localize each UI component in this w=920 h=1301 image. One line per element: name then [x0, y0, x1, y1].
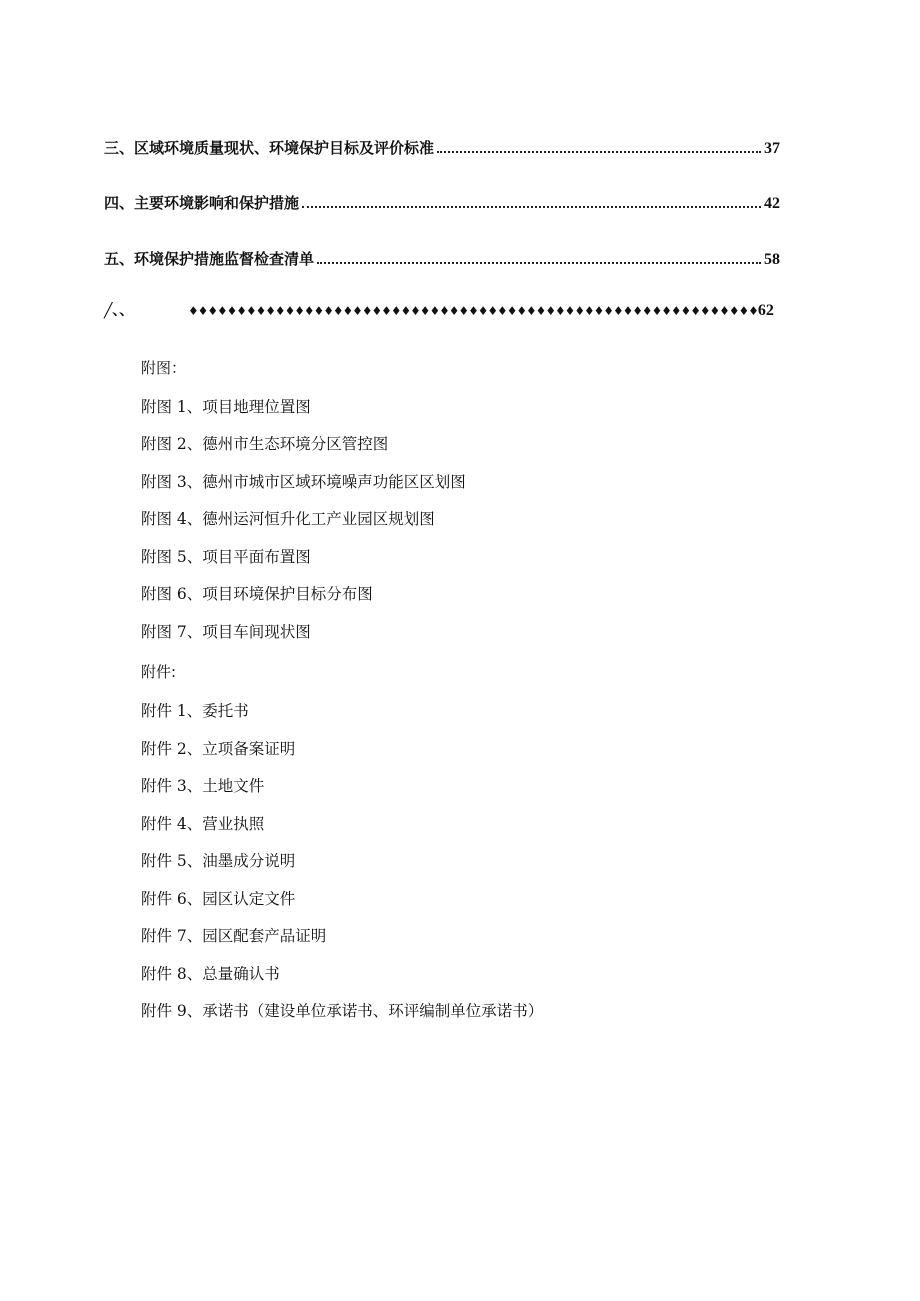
toc-entry[interactable] — [104, 136, 780, 158]
attachment-item: 附件 2、立项备案证明 — [141, 740, 296, 758]
garbled-leader-diamonds: ♦♦♦♦♦♦♦♦♦♦♦♦♦♦♦♦♦♦♦♦♦♦♦♦♦♦♦♦♦♦♦♦♦♦♦♦♦♦♦♦♦♦♦♦♦♦♦♦♦♦♦♦♦♦♦♦♦♦♦ — [188, 304, 758, 318]
toc-leader-dots — [302, 206, 761, 208]
toc-entry-title: 五、环境保护措施监督检查清单 — [104, 250, 315, 268]
toc-entry-page: 58 — [764, 251, 780, 268]
figure-item: 附图 6、项目环境保护目标分布图 — [141, 585, 373, 603]
attachment-item: 附件 6、园区认定文件 — [141, 890, 296, 908]
toc-entry[interactable] — [104, 247, 780, 269]
toc-entry-garbled[interactable] — [104, 300, 774, 322]
attachment-item: 附件 9、承诺书（建设单位承诺书、环评编制单位承诺书） — [141, 1002, 544, 1020]
figure-item: 附图 1、项目地理位置图 — [141, 398, 311, 416]
toc-entry-page: 37 — [764, 140, 780, 157]
toc-entry[interactable] — [104, 191, 780, 213]
garbled-prefix: ╱、、 — [104, 303, 134, 319]
figure-item: 附图 4、德州运河恒升化工产业园区规划图 — [141, 510, 435, 528]
toc-leader-dots — [317, 262, 761, 264]
attachment-item: 附件 1、委托书 — [141, 702, 249, 720]
attachments-heading: 附件: — [141, 663, 177, 681]
toc-leader-dots — [437, 151, 761, 153]
figures-heading: 附图： — [141, 359, 187, 377]
attachment-item: 附件 5、油墨成分说明 — [141, 852, 296, 870]
attachment-item: 附件 3、土地文件 — [141, 777, 265, 795]
attachment-item: 附件 7、园区配套产品证明 — [141, 927, 327, 945]
toc-entry-page: 62 — [757, 302, 774, 319]
figure-item: 附图 5、项目平面布置图 — [141, 548, 311, 566]
figure-item: 附图 7、项目车间现状图 — [141, 623, 311, 641]
attachment-item: 附件 8、总量确认书 — [141, 965, 280, 983]
toc-entry-title: 四、主要环境影响和保护措施 — [104, 194, 300, 212]
attachment-item: 附件 4、营业执照 — [141, 815, 265, 833]
toc-entry-page: 42 — [764, 195, 780, 212]
toc-entry-title: 三、区域环境质量现状、环境保护目标及评价标准 — [104, 139, 435, 157]
figure-item: 附图 3、德州市城市区域环境噪声功能区区划图 — [141, 473, 466, 491]
figure-item: 附图 2、德州市生态环境分区管控图 — [141, 435, 389, 453]
